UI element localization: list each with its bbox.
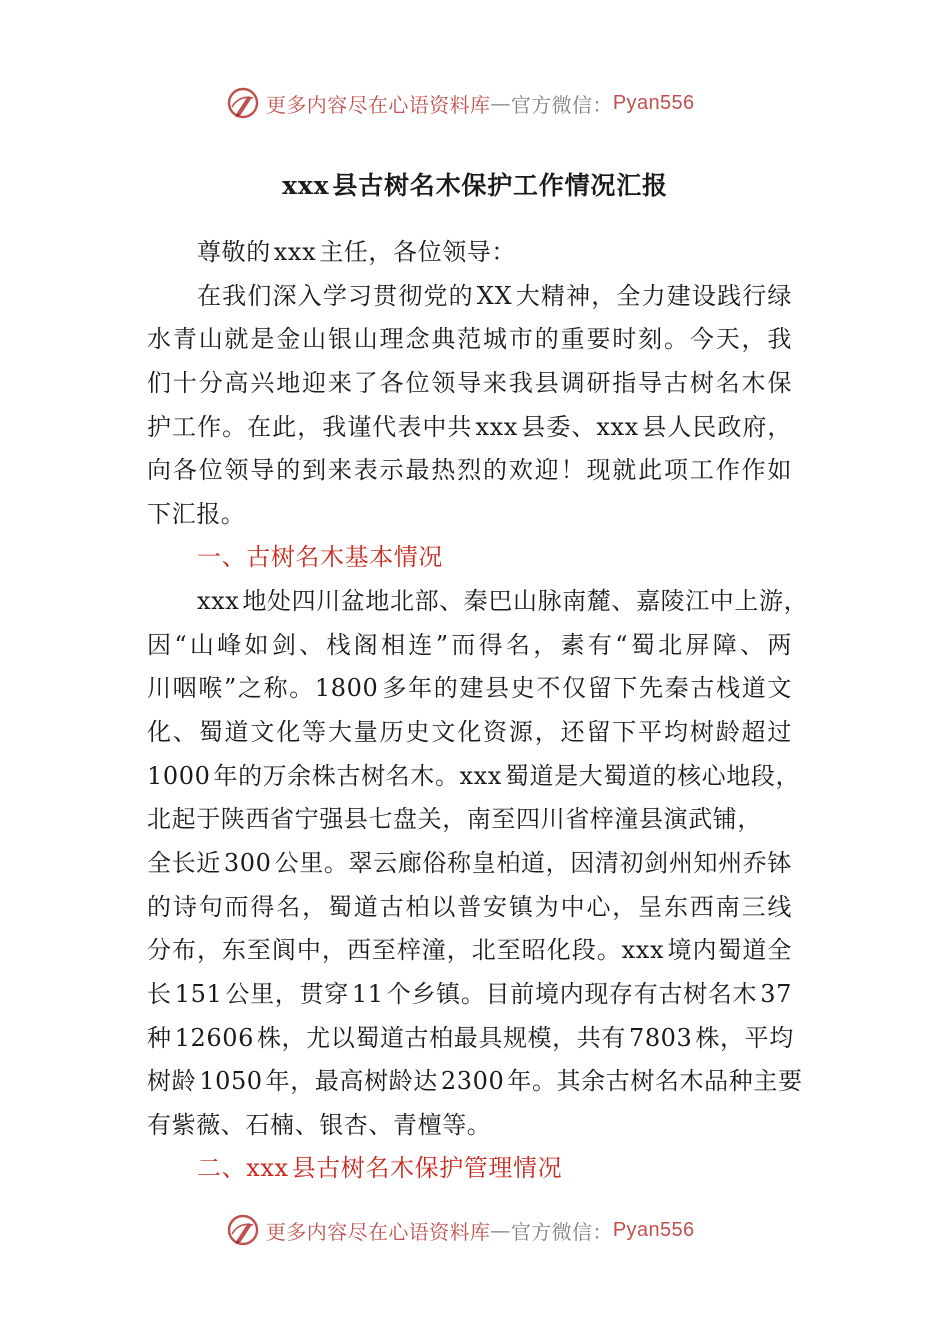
section-1-line: 北起于陕西省宁强县七盘关，南至四川省梓潼县演武铺， <box>147 805 762 834</box>
document-title: xxx县古树名木保护工作情况汇报 <box>282 171 668 200</box>
pen-in-circle-icon <box>226 86 260 120</box>
pen-in-circle-icon <box>226 1213 260 1247</box>
intro-line: 们十分高兴地迎来了各位领导来我县调研指导古树名木保 <box>147 368 792 397</box>
watermark-wechat-id: Pyan556 <box>612 91 695 114</box>
header-watermark <box>226 86 695 120</box>
section-1-line: 树龄1050年，最高树龄达2300年。其余古树名木品种主要 <box>147 1067 803 1096</box>
watermark-brand-text: 更多内容尽在心语资料库 <box>266 1219 491 1244</box>
intro-line: 下汇报。 <box>147 499 246 528</box>
intro-line: 护工作。在此，我谨代表中共xxx县委、xxx县人民政府， <box>147 412 792 441</box>
section-2-heading: 二、xxx县古树名木保护管理情况 <box>197 1154 563 1183</box>
section-1-line: 全长近300公里。翠云廊俗称皇柏道，因清初剑州知州乔钵 <box>147 848 792 877</box>
section-1-line: 分布，东至阆中，西至梓潼，北至昭化段。xxx境内蜀道全 <box>147 936 792 965</box>
section-1-line: 有紫薇、石楠、银杏、青檀等。 <box>147 1110 492 1139</box>
section-1-line: 1000年的万余株古树名木。xxx蜀道是大蜀道的核心地段， <box>147 761 801 790</box>
watermark-wechat-label: 官方微信： <box>510 1219 613 1244</box>
watermark-dash: — <box>490 1218 511 1242</box>
section-1-line: 因“山峰如剑、栈阁相连”而得名，素有“蜀北屏障、两 <box>147 630 792 659</box>
intro-line: 向各位领导的到来表示最热烈的欢迎！现就此项工作作如 <box>147 456 792 485</box>
intro-line: 水青山就是金山银山理念典范城市的重要时刻。今天，我 <box>147 325 792 354</box>
watermark-dash: — <box>490 91 511 115</box>
section-1-line: 种12606株，尤以蜀道古柏最具规模，共有7803株，平均 <box>147 1023 794 1052</box>
greeting-line: 尊敬的xxx主任，各位领导： <box>197 238 517 266</box>
section-1-line: 的诗句而得名，蜀道古柏以普安镇为中心，呈东西南三线 <box>147 892 792 921</box>
watermark-wechat-id: Pyan556 <box>612 1218 695 1241</box>
section-1-line: 长151公里，贯穿11个乡镇。目前境内现存有古树名木37 <box>147 979 792 1008</box>
section-1-line: 化、蜀道文化等大量历史文化资源，还留下平均树龄超过 <box>147 718 792 747</box>
watermark-wechat-label: 官方微信： <box>510 92 613 117</box>
section-1-heading: 一、古树名木基本情况 <box>197 543 443 572</box>
watermark-brand-text: 更多内容尽在心语资料库 <box>266 92 491 117</box>
section-1-line: xxx地处四川盆地北部、秦巴山脉南麓、嘉陵江中上游， <box>197 587 809 616</box>
intro-line: 在我们深入学习贯彻党的XX大精神，全力建设践行绿 <box>197 281 792 310</box>
section-1-line: 川咽喉”之称。1800多年的建县史不仅留下先秦古栈道文 <box>147 674 792 703</box>
footer-watermark <box>226 1213 695 1247</box>
document-body <box>147 231 809 1191</box>
